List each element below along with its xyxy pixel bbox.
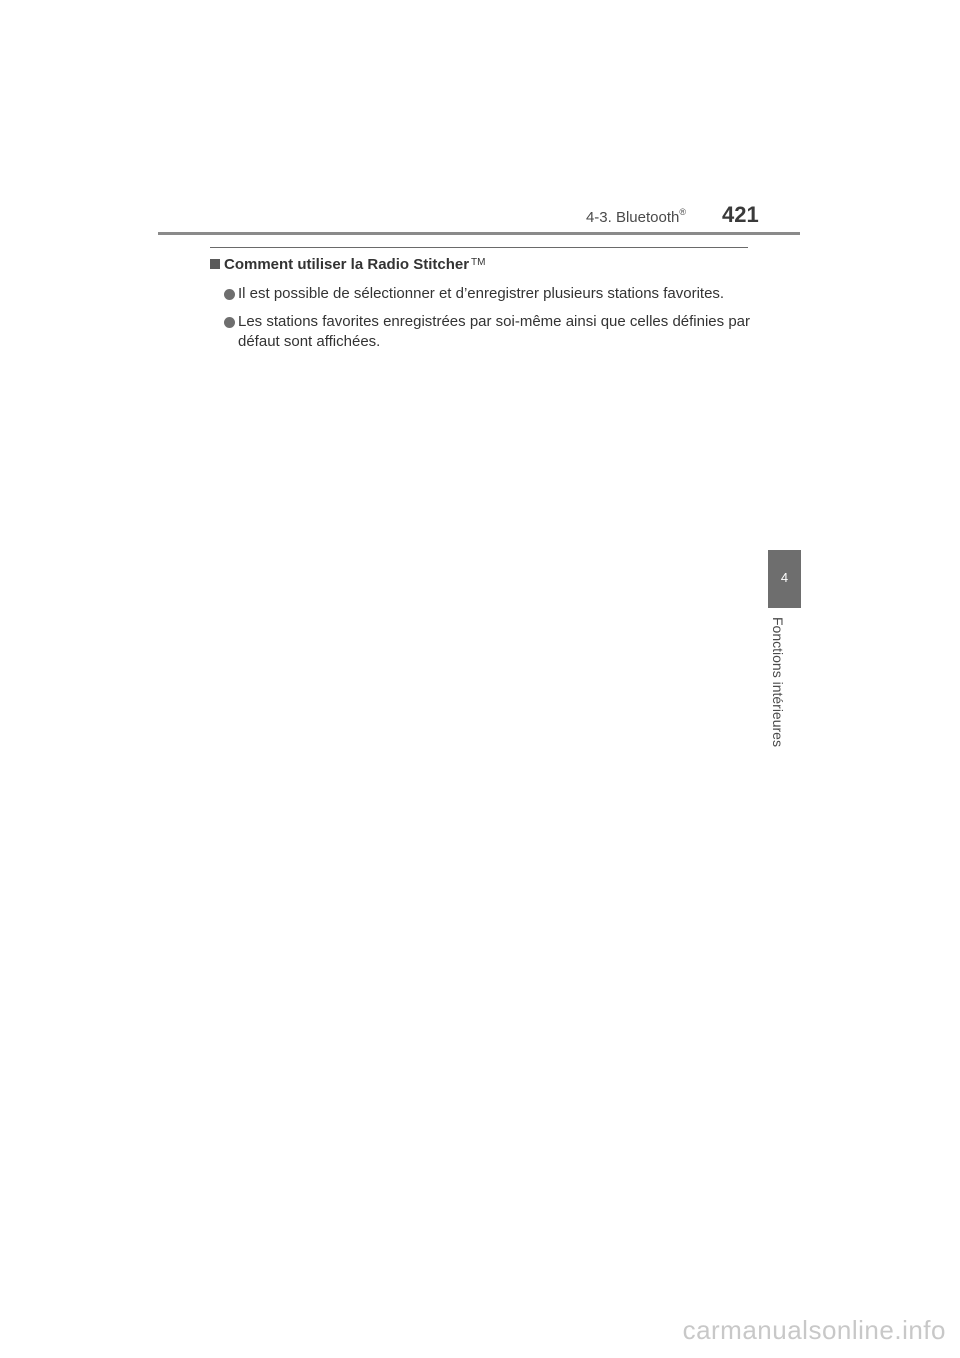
list-item xyxy=(210,284,750,304)
page-number: 421 xyxy=(722,202,759,227)
registered-mark: ® xyxy=(679,207,686,217)
chapter-number: 4 xyxy=(780,570,789,585)
watermark: carmanualsonline.info xyxy=(682,1315,946,1345)
trademark-mark: TM xyxy=(471,257,486,268)
round-bullet-icon xyxy=(224,317,235,328)
chapter-label: Fonctions intérieures xyxy=(770,617,786,747)
round-bullet-icon xyxy=(224,289,235,300)
chapter-tab xyxy=(768,550,801,608)
content-divider xyxy=(210,247,748,248)
list-item-text: Les stations favorites enregistrées par soi-même ainsi que celles définies par défaut sont affichées. xyxy=(238,313,750,350)
square-bullet-icon xyxy=(210,259,220,269)
subheading-text: Comment utiliser la Radio Stitcher xyxy=(224,256,470,273)
list-item xyxy=(210,312,750,352)
subheading xyxy=(210,254,750,278)
header-rule xyxy=(158,232,800,235)
list-item-text: Il est possible de sélectionner et d’enregistrer plusieurs stations favorites. xyxy=(238,285,725,302)
section-title: 4-3. Bluetooth® xyxy=(585,207,686,226)
page-content xyxy=(210,254,750,360)
bullet-list xyxy=(210,284,750,352)
page-header xyxy=(0,0,960,240)
